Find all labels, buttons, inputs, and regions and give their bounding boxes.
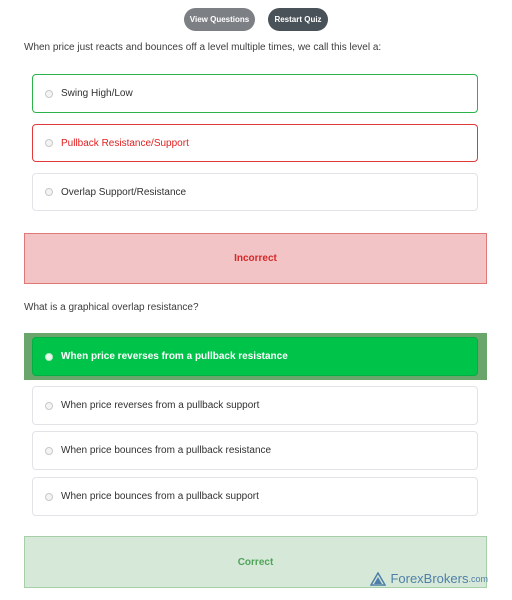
option-label: When price bounces from a pullback resistance — [61, 445, 272, 456]
option-label: When price reverses from a pullback support — [61, 400, 260, 411]
quiz-toolbar — [0, 8, 512, 32]
q1-option-swing-high-low[interactable] — [32, 74, 478, 113]
watermark-brand: ForexBrokers — [390, 571, 469, 586]
forexbrokers-watermark — [370, 571, 488, 586]
radio-icon[interactable] — [45, 188, 53, 196]
option-label: Swing High/Low — [61, 88, 133, 99]
q2-option-reverses-pullback-resistance[interactable] — [32, 337, 478, 376]
correct-feedback-banner: Correct — [24, 536, 487, 588]
view-questions-button[interactable]: View Questions — [184, 8, 255, 31]
watermark-suffix: .com — [468, 573, 488, 584]
radio-icon[interactable] — [45, 139, 53, 147]
radio-icon[interactable] — [45, 90, 53, 98]
q2-option-bounces-pullback-support[interactable] — [32, 477, 478, 516]
q2-option-reverses-pullback-support[interactable] — [32, 386, 478, 425]
restart-quiz-button[interactable]: Restart Quiz — [268, 8, 328, 31]
radio-icon[interactable] — [45, 402, 53, 410]
forexbrokers-logo-icon — [370, 572, 386, 586]
q1-option-overlap-support-resistance[interactable] — [32, 173, 478, 211]
question-2-text: What is a graphical overlap resistance? — [24, 302, 199, 313]
q1-option-pullback-resistance-support[interactable] — [32, 124, 478, 162]
q2-option-bounces-pullback-resistance[interactable] — [32, 431, 478, 470]
option-label: When price bounces from a pullback support — [61, 491, 259, 502]
question-1-text: When price just reacts and bounces off a level multiple times, we call this level a: — [24, 42, 382, 53]
radio-icon[interactable] — [45, 447, 53, 455]
incorrect-feedback-banner: Incorrect — [24, 233, 487, 284]
radio-icon[interactable] — [45, 353, 53, 361]
radio-icon[interactable] — [45, 493, 53, 501]
option-label: When price reverses from a pullback resistance — [61, 351, 288, 362]
option-label: Pullback Resistance/Support — [61, 137, 189, 149]
option-label: Overlap Support/Resistance — [61, 186, 187, 198]
